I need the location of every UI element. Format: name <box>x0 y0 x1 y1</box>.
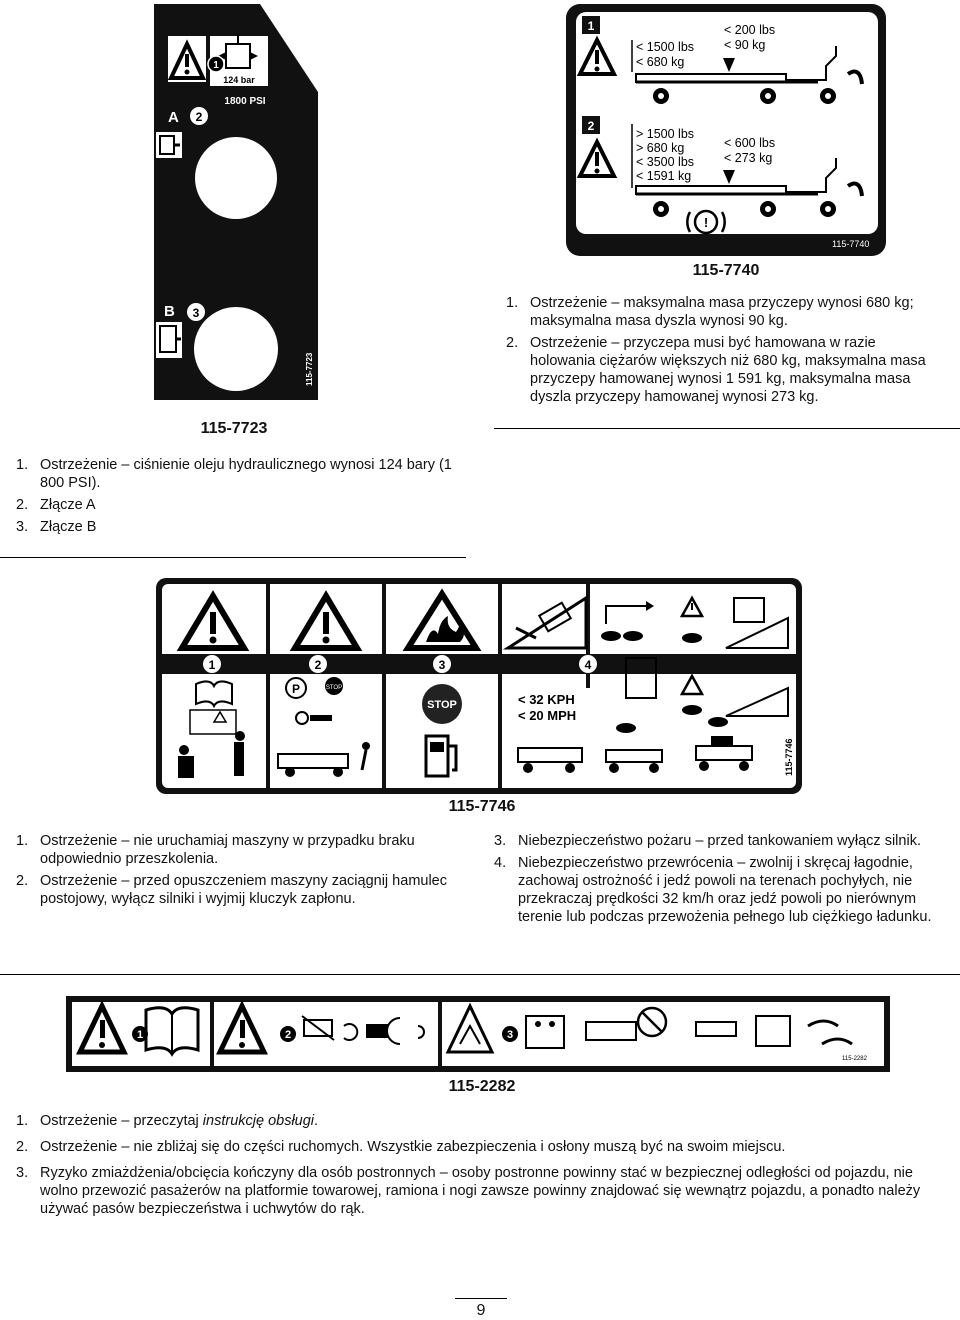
callout-2: 2 <box>284 1029 292 1041</box>
legend-115-2282 <box>16 1112 926 1222</box>
decal-115-7723 <box>148 4 324 406</box>
pressure-psi-label: 1800 PSI <box>224 96 266 107</box>
connector-b-icon <box>156 322 182 358</box>
max-trailer-lbs: < 1500 lbs <box>636 40 695 54</box>
braked-min-kg: > 680 kg <box>636 141 685 155</box>
callout-1: 1 <box>213 60 219 71</box>
legend-item: 4. Niebezpieczeństwo przewrócenia – zwolnij i skręcaj łagodnie, zachowaj ostrożność i jedź powoli na terenach pochyłych, nie przekraczaj prędkości 32 km/h oraz jedź powoli po nierównym terenie lub podczas przewożenia pełnego lub ciężkiego ładunku. <box>494 855 932 925</box>
braked-max-lbs: < 3500 lbs <box>636 155 695 169</box>
decal-115-7746 <box>156 578 802 794</box>
svg-text:P: P <box>291 682 301 696</box>
legend-item: 3. Złącze B <box>16 519 97 535</box>
callout-1: 1 <box>587 19 595 33</box>
connector-b-label: B <box>164 303 175 320</box>
port-b-circle <box>194 307 278 391</box>
speed-limit-kph: < 32 KPH <box>518 692 575 707</box>
divider <box>494 428 960 429</box>
callout-3: 3 <box>506 1029 514 1041</box>
braked-min-lbs: > 1500 lbs <box>636 127 695 141</box>
decal-caption-115-7723: 115-7723 <box>200 420 268 437</box>
legend-item: 1. Ostrzeżenie – ciśnienie oleju hydraulicznego wynosi 124 bary (1 800 PSI). <box>16 457 452 491</box>
callout-2: 2 <box>587 119 595 133</box>
legend-115-7723 <box>16 456 456 540</box>
legend-115-7740 <box>506 294 942 410</box>
legend-115-7746-left <box>16 832 462 912</box>
port-a-circle <box>195 137 277 219</box>
svg-text:STOP: STOP <box>325 685 343 691</box>
svg-text:!: ! <box>703 215 709 230</box>
callout-2: 2 <box>314 658 322 672</box>
legend-item: 3. Ryzyko zmiażdżenia/obcięcia kończyny dla osób postronnych – osoby postronne powinny stać w bezpiecznej odległości od pojazdu, nie wolno przewozić pasażerów na platformie towarowej, ramiona i nogi zawsze powinny znajdować się wewnątrz pojazdu, a ponadto należy używać pasów bezpieczeństwa i uchwytów do rąk. <box>16 1165 921 1217</box>
callout-4: 4 <box>584 658 592 672</box>
legend-item: 3. Niebezpieczeństwo pożaru – przed tankowaniem wyłącz silnik. <box>494 833 921 849</box>
connector-a-icon <box>156 132 182 158</box>
stop-button-icon <box>325 677 343 695</box>
decal-code-small: 115-7740 <box>832 239 870 249</box>
divider <box>0 974 960 975</box>
page-number: 9 <box>476 1302 486 1319</box>
decal-115-7740 <box>566 4 886 256</box>
max-tongue-lbs: < 200 lbs <box>724 23 776 37</box>
legend-item: 1. Ostrzeżenie – przeczytaj instrukcję obsługi. <box>16 1113 319 1129</box>
legend-item: 2. Złącze A <box>16 497 96 513</box>
max-tongue-kg: < 90 kg <box>724 38 766 52</box>
decal-caption-115-2282: 115-2282 <box>448 1078 516 1095</box>
decal-115-2282 <box>66 996 890 1072</box>
legend-item: 2. Ostrzeżenie – przed opuszczeniem maszyny zaciągnij hamulec postojowy, wyłącz silniki i wyjmij kluczyk zapłonu. <box>16 873 447 907</box>
callout-1: 1 <box>136 1029 144 1041</box>
divider <box>0 557 466 558</box>
legend-item: 2. Ostrzeżenie – nie zbliżaj się do części ruchomych. Wszystkie zabezpieczenia i osłony muszą być na swoim miejscu. <box>16 1139 786 1155</box>
decal-code-small: 115-7723 <box>305 352 314 386</box>
footer-rule <box>455 1298 507 1299</box>
engine-stop-label: STOP <box>427 699 457 711</box>
turtle-icon <box>682 633 702 643</box>
braked-tongue-kg: < 273 kg <box>724 151 773 165</box>
pressure-bar-label: 124 bar <box>223 75 255 85</box>
decal-code-small: 115-2282 <box>842 1056 867 1062</box>
max-trailer-kg: < 680 kg <box>636 55 685 69</box>
legend-item: 1. Ostrzeżenie – nie uruchamiaj maszyny w przypadku braku odpowiednio przeszkolenia. <box>16 833 415 867</box>
callout-3: 3 <box>192 306 200 320</box>
speed-limit-mph: < 20 MPH <box>518 708 577 723</box>
decal-code-small: 115-7746 <box>784 738 794 776</box>
connector-a-label: A <box>168 109 179 126</box>
decal-caption-115-7740: 115-7740 <box>692 262 760 279</box>
braked-tongue-lbs: < 600 lbs <box>724 136 776 150</box>
braked-max-kg: < 1591 kg <box>636 169 692 183</box>
decal-caption-115-7746: 115-7746 <box>448 798 516 815</box>
legend-115-7746-right <box>494 832 944 930</box>
legend-item: 2. Ostrzeżenie – przyczepa musi być hamowana w razie holowania ciężarów większych niż 680 kg, maksymalna masa przyczepy hamowanej wynosi 1 591 kg, maksymalna masa dyszla przyczepy hamowanej wynosi 273 kg. <box>506 335 926 405</box>
callout-2: 2 <box>195 110 203 124</box>
callout-3: 3 <box>438 658 446 672</box>
legend-item: 1. Ostrzeżenie – maksymalna masa przyczepy wynosi 680 kg; maksymalna masa dyszla wynosi 90 kg. <box>506 295 914 329</box>
callout-1: 1 <box>208 658 216 672</box>
